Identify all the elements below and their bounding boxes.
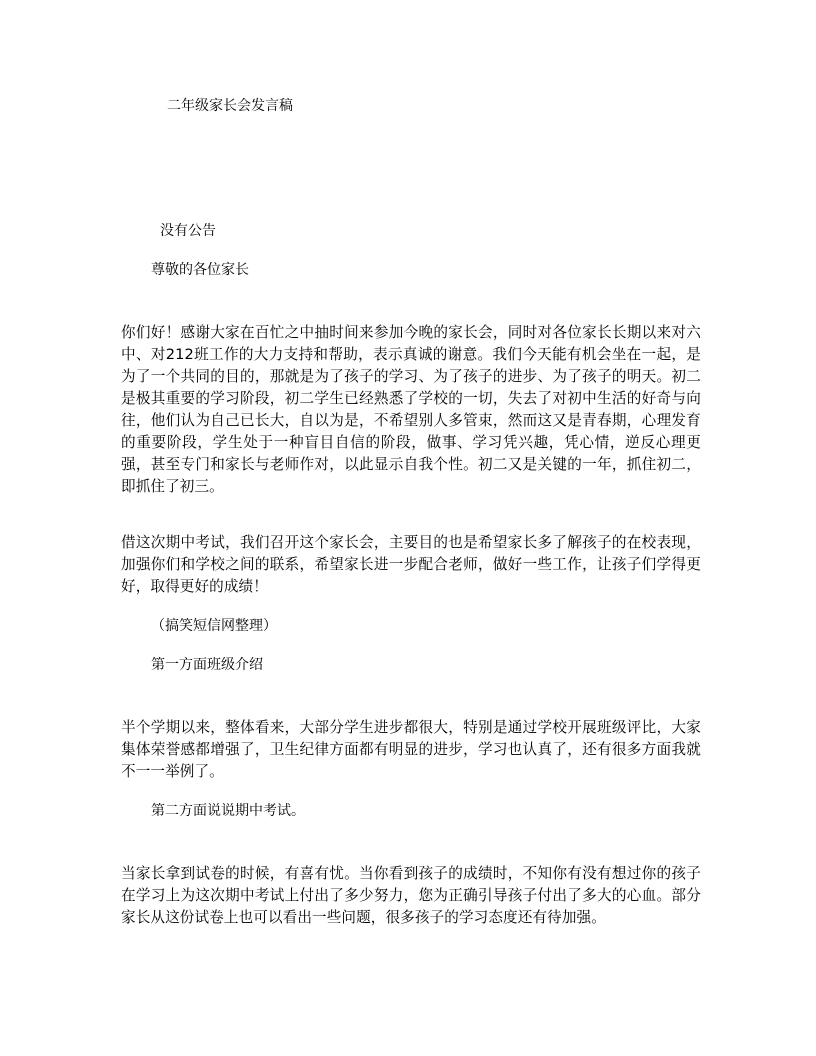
paragraph-purpose: 借这次期中考试，我们召开这个家长会，主要目的也是希望家长多了解孩子的在校表现，加强你们和学校之间的联系，希望家长进一步配合老师，做好一些工作，让孩子们学得更好，取得更好的成绩！ [121,534,701,595]
section-heading-midterm: 第二方面说说期中考试。 [151,803,305,819]
paragraph-midterm: 当家长拿到试卷的时候，有喜有忧。当你看到孩子的成绩时，不知你有没有想过你的孩子在学习上为这次期中考试上付出了多少努力，您为正确引导孩子付出了多大的心血。部分家长从这份试卷上也可以看出一些问题，很多孩子的学习态度还有待加强。 [121,865,701,926]
document-title: 二年级家长会发言稿 [167,98,293,114]
paragraph-class-intro: 半个学期以来，整体看来，大部分学生进步都很大，特别是通过学校开展班级评比，大家集体荣誉感都增强了，卫生纪律方面都有明显的进步，学习也认真了，还有很多方面我就不一一举例了。 [121,719,701,780]
source-note: （搞笑短信网整理） [151,618,277,634]
notice-text: 没有公告 [160,223,216,239]
section-heading-class-intro: 第一方面班级介绍 [151,657,263,673]
paragraph-greeting: 你们好！感谢大家在百忙之中抽时间来参加今晚的家长会，同时对各位家长长期以来对六中、对212班工作的大力支持和帮助，表示真诚的谢意。我们今天能有机会坐在一起，是为了一个共同的目的，那就是为了孩子的学习、为了孩子的进步、为了孩子的明天。初二是极其重要的学习阶段，初二学生已经熟悉了学校的一切，失去了对初中生活的好奇与向往，他们认为自己已长大，自以为是，不希望别人多管束，然而这又是青春期，心理发育的重要阶段，学生处于一种盲目自信的阶段，做事、学习凭兴趣，凭心情，逆反心理更强，甚至专门和家长与老师作对，以此显示自我个性。初二又是关键的一年，抓住初二，即抓住了初三。 [121,324,701,495]
salutation: 尊敬的各位家长 [151,262,249,278]
